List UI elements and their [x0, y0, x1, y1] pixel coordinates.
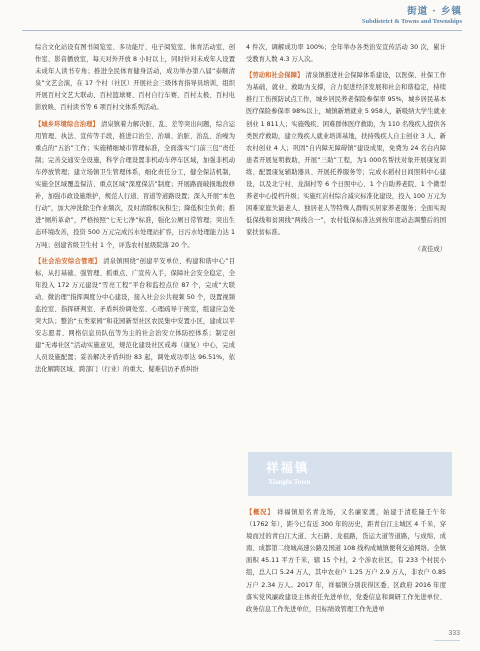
section-labor-social-security — [246, 70, 446, 239]
section-title-public-security: 【社会治安综合管理】 — [35, 257, 101, 265]
right-intro-paragraph: 4 件次，调解成功率 100%；全年举办各类治安宣传活动 30 次，累计受教育人数 4.3 万人次。 — [246, 44, 446, 64]
right-column — [246, 42, 446, 256]
page-number: 333 — [448, 630, 460, 637]
section-public-security — [35, 256, 235, 377]
town-name-english: Xiangfu Town — [268, 478, 311, 486]
section-text-overview: 祥福镇原名青龙场，又名廉家渡，始建于清乾隆壬午年（1762 年），距今已有近 300 年的历史，距青白江主城区 4 千米，穿境而过的青白江大道、大石路、龙祖路，货运大道等道路，与成绵、成南、成都第二绕城高速公路及国道 108 线构成城镇便利交通网络。全镇面积 45.11 平方千米，辖 15 个村，2 个涉农社区，有 233 个村民小组，总人口 5.24 万人，其中农业户 1.25 万户 2.9 万人，非农户 0.85 万户 2.34 万人。2017 年，祥福镇分别获得区委、区政府 2016 年度落实党风廉政建设主体责任先进单位，党委信息和调研工作先进单位、政务信息工作先进单位，目标绩效管理工作先进单 — [246, 509, 447, 613]
section-text-public-security: 清泉镇围绕“创建平安单位、构建和谐中心”目标，从打基础、强管理、抓重点、广宣传入手，保障社会安全稳定，全年投入 172 万元建设“雪亮工程”平台和监控点位 87 个，完成“大联动、微治理”指挥调度分中心建设，接入社会公共视频 50 个，设置视频监控室、指挥研判室、矛盾纠纷调处室、心理疏导干预室，组建应急处突大队；整治“五类家园”和花园新型社区农民集中安置小区，建成以平安志愿者、网格信息员队伍等为主的社会治安立体防控体系；制定创建“无毒社区”活动实施意见，规范化建设社区戒毒（康复）中心，完成人员设施配置；妥善解决矛盾纠纷 83 起，调处成功率达 96.51%，依法化解跨区域、跨部门（行业）的重大、疑难信访矛盾纠纷 — [35, 257, 235, 374]
section-urban-environment — [35, 119, 235, 252]
header-divider — [22, 30, 462, 31]
section-text-urban-environment: 清泉镇着力解决脏、乱、差等突出问题，综合运用管理、执法、宣传等手段，推进口治尘、治墙、治脏、治乱、治噪为重点的“五治”工作；实施精细城市管理标准，全面落实“门前三包”责任制；完善交通安全设施，科学合理设置非机动车停车区域，加强非机动车停放管理；建立场镇卫生管理体系，细化责任分工，健全保洁机制，实施全区域覆盖保洁、重点区域“深度保洁”制度；开展路面破损地段修补，加强市政设施维护，规范人行道、盲道等道路设置；深入开展“本色行动”，加大冲洗除尘作业频次，及时清除积灰积尘；降低积尘负荷；推进“厕所革命”，严格按照“七无七净”标准，强化公厕日常管理；突出生态环境改善，投资 500 万元完成污水处理站扩容，日污水处理能力达 1 万吨；创建省级卫生村 1 个，评选农村星级院落 20 个。 — [35, 120, 235, 249]
town-overview — [246, 507, 446, 616]
running-header — [362, 6, 462, 26]
section-title-labor-social-security: 【劳动和社会保障】 — [246, 72, 304, 80]
town-name: 祥福镇 — [266, 460, 310, 475]
author-attribution: （黄佳成） — [414, 245, 446, 253]
left-intro-paragraph: 综合文化站设有图书阅览室、多功能厅、电子阅览室、体育活动室、创作室、影音播放室，每天对外开放 8 小时以上，同时针对未成年人设置未成年人读书专角；推进全民体育健身活动，成功举办第八届“泰顺清泉”文艺会演，在 17 个村（社区）开展社会三级体育指导员培训，组织开展百村文艺大联动、百村篮球赛、百村自行车赛、百村太极、百村电影放映、百村读书等 6 项百村文体系列活动。 — [35, 44, 235, 112]
section-overview — [246, 507, 446, 616]
running-header-title: 街道 · 乡镇 — [407, 6, 462, 17]
running-header-subtitle: Subdistrict & Towns and Townships — [361, 18, 462, 25]
section-title-overview: 【概况】 — [246, 509, 275, 516]
town-title-banner — [248, 452, 452, 496]
page-number-rule — [434, 640, 460, 641]
left-column — [35, 42, 235, 377]
section-text-labor-social-security: 清泉镇推进社会保障体系建设，以医保、社保工作为基础，就业、救助为支撑，合力促进经济发展和社会和谐稳定，持续推行工伤预防试点工作，城乡居民养老保险参保率 95%，城乡居民基本医疗保险参保率 98%以上，城镇新增就业 5 958人，新吸纳大学生就业创业 1 811人；实施残疾、困难群体医疗救助，为 110 名残疾人提供各类医疗救助，建立残疾人就业培训基地，扶持残疾人自主创业 3 人、新农村创业 4 人；巩固“自内障无障碍镇”建设成果，免费为 24 名白内障患者开展复明救助，开展“三助”工程，为1 000名帮扶对象开展康复训练、配置康复辅助器具、开展托养服务等；完成水稻村日间照料中心建设，以及北宁村、龙洞村等 6 个日照中心、1 个自助养老院、1 个微型养老中心提档升级；实施红岩村综合减灾标准化建设，投入 100 万元为困难家庭失能老人、独居老人等特殊人群购买居家养老服务；全面实现低保线和贫困线“两线合一”，农村低保标准达到按年度动态调整后的国家扶贫标准。 — [246, 72, 446, 237]
section-title-urban-environment: 【城乡环境综合治理】 — [35, 120, 99, 128]
